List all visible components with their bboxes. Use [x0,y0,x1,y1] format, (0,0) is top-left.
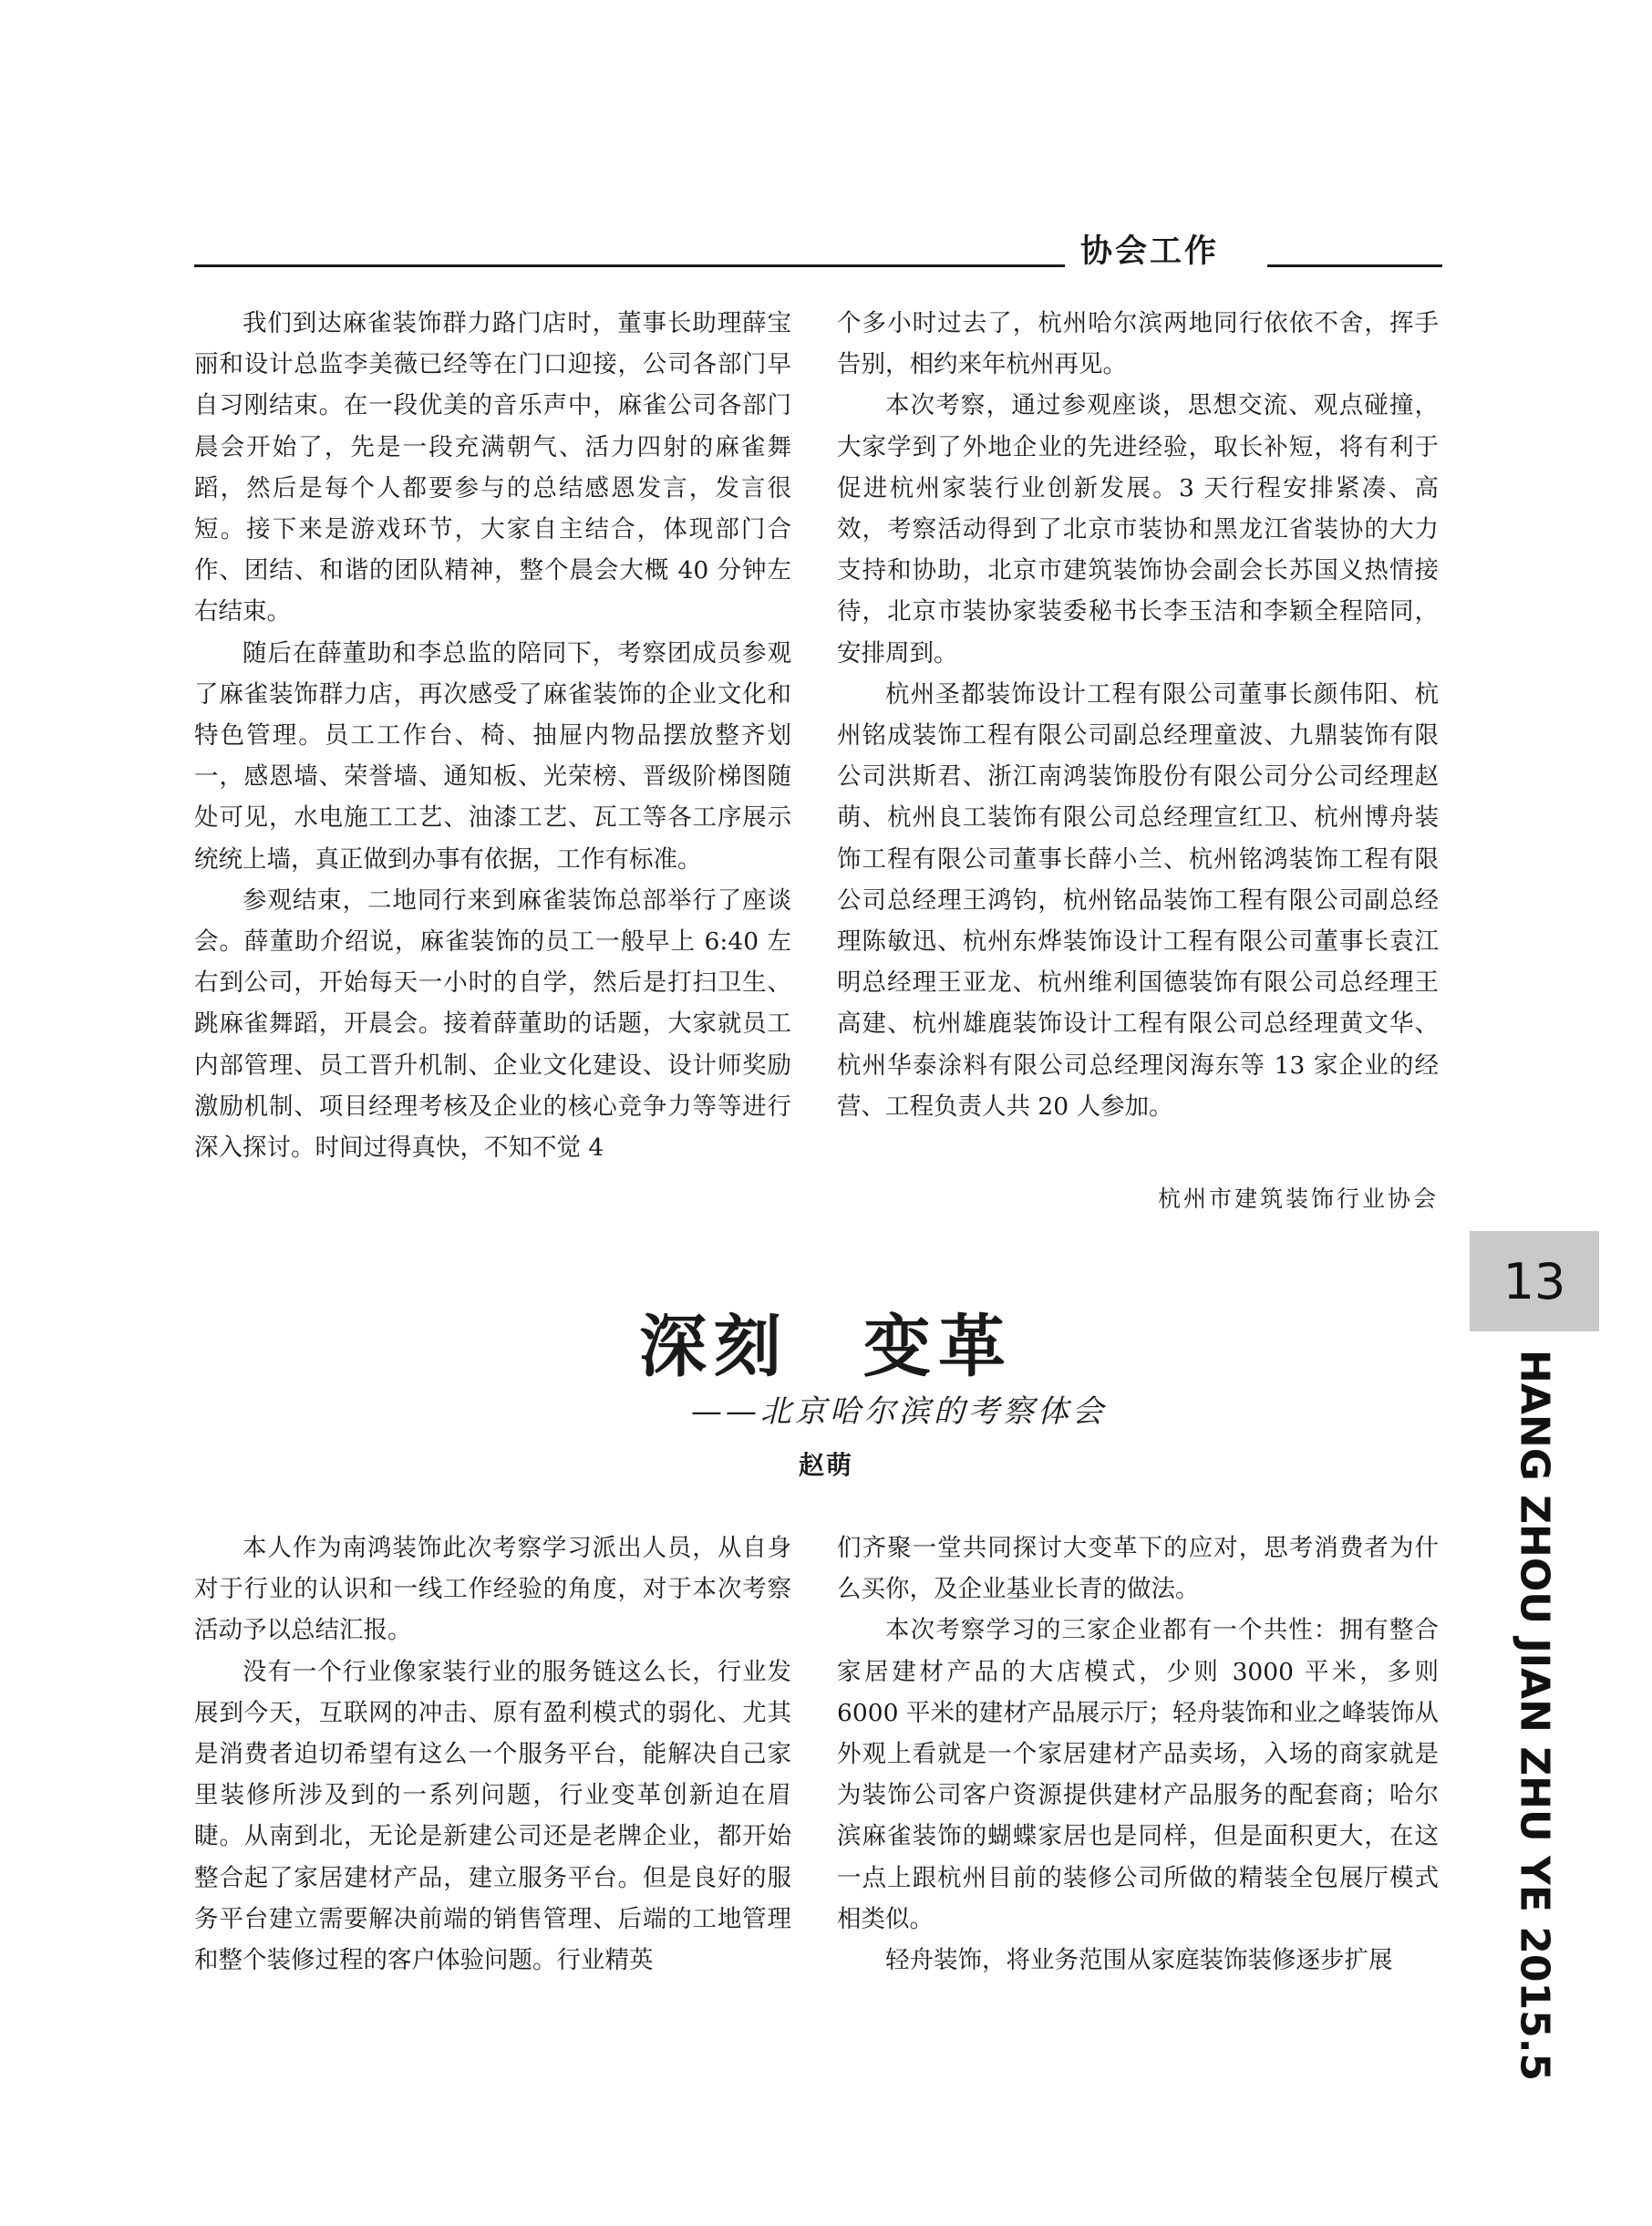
paragraph: 没有一个行业像家装行业的服务链这么长，行业发展到今天，互联网的冲击、原有盈利模式的弱化、尤其是消费者迫切希望有这么一个服务平台，能解决自己家里装修所涉及到的一系列问题，行业变革创新迫在眉睫。从南到北，无论是新建公司还是老牌企业，都开始整合起了家居建材产品，建立服务平台。但是良好的服务平台建立需要解决前端的销售管理、后端的工地管理和整个装修过程的客户体验问题。行业精英 [194,1657,791,1975]
paragraph: 本次考察，通过参观座谈，思想交流、观点碰撞，大家学到了外地企业的先进经验，取长补短，将有利于促进杭州家装行业创新发展。3 天行程安排紧凑、高效，考察活动得到了北京市装协和黑龙江省装协的大力支持和协助，北京市建筑装饰协会副会长苏国义热情接待，北京市装协家装委秘书长李玉洁和李颖全程陪同，安排周到。 [837,391,1439,668]
section-label: 协会工作 [1080,233,1220,270]
article1-column-1 [194,303,791,1168]
page-number-box [1470,1231,1599,1331]
paragraph: 杭州圣都装饰设计工程有限公司董事长颜伟阳、杭州铭成装饰工程有限公司副总经理童波、九鼎装饰有限公司洪斯君、浙江南鸿装饰股份有限公司分公司经理赵萌、杭州良工装饰有限公司总经理宣红卫、杭州博舟装饰工程有限公司董事长薛小兰、杭州铭鸿装饰工程有限公司总经理王鸿钧，杭州铭品装饰工程有限公司副总经理陈敏迅、杭州东烨装饰设计工程有限公司董事长袁江明总经理王亚龙、杭州维利国德装饰有限公司总经理王高建、杭州雄鹿装饰设计工程有限公司总经理黄文华、杭州华泰涂料有限公司总经理闵海东等 13 家企业的经营、工程负责人共 20 人参加。 [837,679,1439,1121]
paragraph-continued: 个多小时过去了，杭州哈尔滨两地同行依依不舍，挥手告别，相约来年杭州再见。 [837,309,1439,379]
page-number: 13 [1502,1252,1566,1310]
header-rule-left [194,264,1065,267]
article1-column-2 [837,303,1439,1127]
article-title: 深刻 变革 [639,1308,1013,1386]
header-rule-right [1267,264,1442,267]
article2-column-1 [194,1527,791,1981]
article1-signature: 杭州市建筑装饰行业协会 [1157,1185,1439,1212]
paragraph: 参观结束，二地同行来到麻雀装饰总部举行了座谈会。薛董助介绍说，麻雀装饰的员工一般早上 6:40 左右到公司，开始每天一小时的自学，然后是打扫卫生、跳麻雀舞蹈，开晨会。接着薛董助的话题，大家就员工内部管理、员工晋升机制、企业文化建设、设计师奖励激励机制、项目经理考核及企业的核心竞争力等等进行深入探讨。时间过得真快，不知不觉 4 [194,885,791,1163]
article-author: 赵萌 [798,1450,853,1480]
paragraph: 轻舟装饰，将业务范围从家庭装饰装修逐步扩展 [885,1946,1393,1975]
paragraph: 本次考察学习的三家企业都有一个共性：拥有整合家居建材产品的大店模式，少则 3000 平米，多则 6000 平米的建材产品展示厅；轻舟装饰和业之峰装饰从外观上看就是一个家居建材产品卖场，入场的商家就是为装饰公司客户资源提供建材产品服务的配套商；哈尔滨麻雀装饰的蝴蝶家居也是同样，但是面积更大，在这一点上跟杭州目前的装修公司所做的精装全包展厅模式相类似。 [837,1616,1439,1933]
magazine-issue-label: HANG ZHOU JIAN ZHU YE 2015.5 [1511,1350,1558,2082]
paragraph: 随后在薛董助和李总监的陪同下，考察团成员参观了麻雀装饰群力店，再次感受了麻雀装饰的企业文化和特色管理。员工工作台、椅、抽屉内物品摆放整齐划一，感恩墙、荣誉墙、通知板、光荣榜、晋级阶梯图随处可见，水电施工工艺、油漆工艺、瓦工等各工序展示统统上墙，真正做到办事有依据，工作有标准。 [194,638,791,874]
paragraph: 我们到达麻雀装饰群力路门店时，董事长助理薛宝丽和设计总监李美薇已经等在门口迎接，公司各部门早自习刚结束。在一段优美的音乐声中，麻雀公司各部门晨会开始了，先是一段充满朝气、活力四射的麻雀舞蹈，然后是每个人都要参与的总结感恩发言，发言很短。接下来是游戏环节，大家自主结合，体现部门合作、团结、和谐的团队精神，整个晨会大概 40 分钟左右结束。 [194,309,791,626]
paragraph: 本人作为南鸿装饰此次考察学习派出人员，从自身对于行业的认识和一线工作经验的角度，对于本次考察活动予以总结汇报。 [194,1534,791,1645]
paragraph-continued: 们齐聚一堂共同探讨大变革下的应对，思考消费者为什么买你，及企业基业长青的做法。 [837,1534,1439,1604]
article-subtitle: ——北京哈尔滨的考察体会 [691,1393,1107,1430]
article2-column-2 [837,1527,1439,1981]
